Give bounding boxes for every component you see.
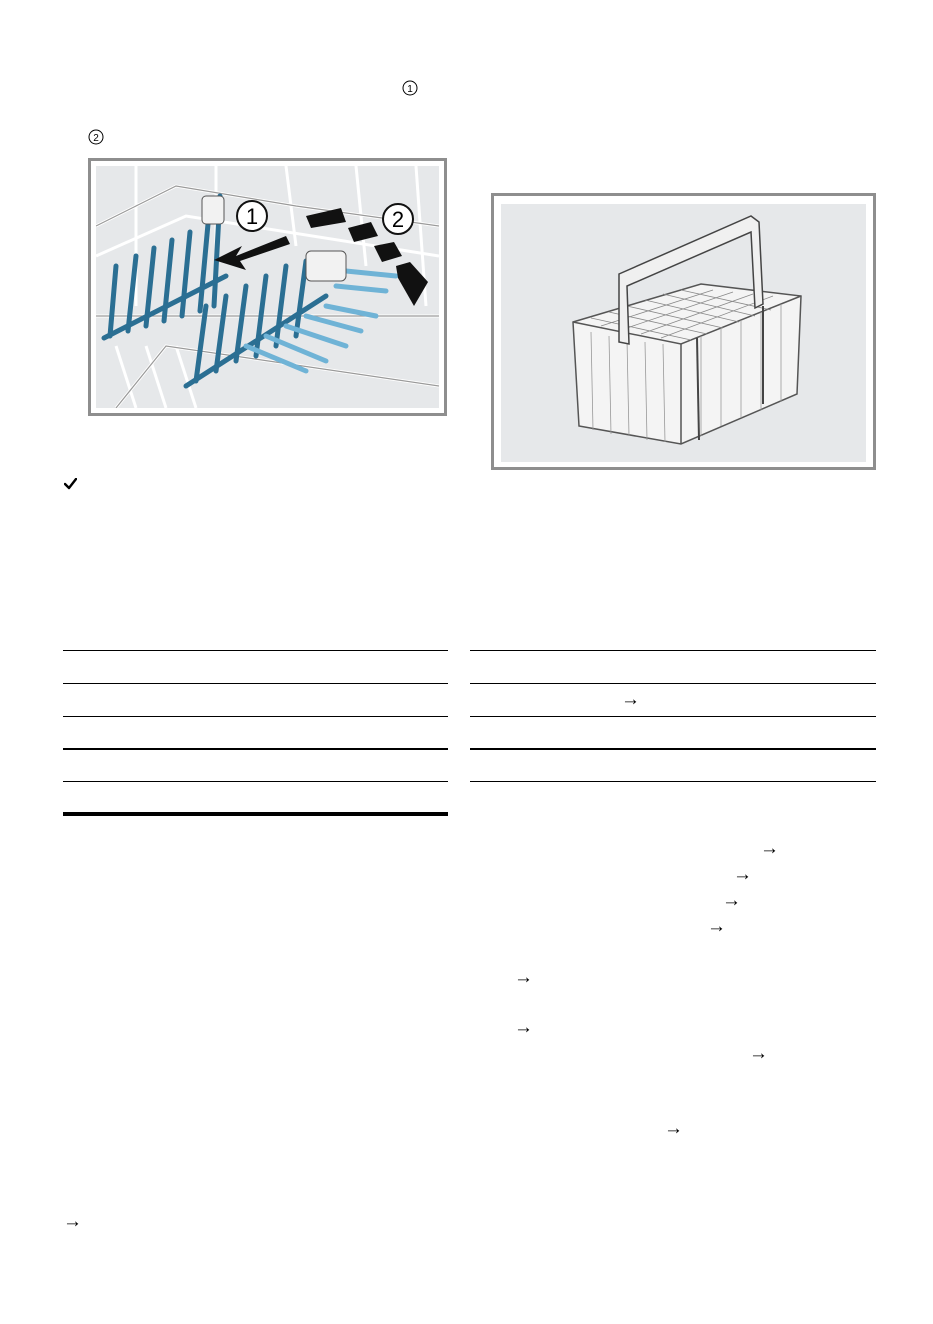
rack-figure-canvas (96, 166, 439, 408)
svg-text:2: 2 (391, 207, 405, 232)
table-rule-right-4 (470, 748, 876, 750)
cross-reference-arrow-icon: → (760, 838, 779, 859)
cross-reference-arrow-icon: → (514, 1017, 533, 1038)
dish-rack-illustration-icon (96, 166, 439, 408)
table-rule-right-5 (470, 781, 876, 782)
step-marker-2 (88, 129, 104, 145)
table-rule-right-3 (470, 716, 876, 717)
table-rule-left-2 (63, 683, 448, 684)
circled-number-1-icon (402, 80, 418, 96)
table-rule-right-2 (470, 683, 876, 684)
table-rule-left-5 (63, 781, 448, 782)
check-icon (64, 478, 77, 490)
cross-reference-arrow-icon: → (63, 1211, 82, 1232)
cross-reference-arrow-icon: → (664, 1118, 683, 1139)
table-rule-right-1 (470, 650, 876, 651)
rack-figure (88, 158, 447, 416)
circled-number-2-icon (88, 129, 104, 145)
cutlery-basket-figure (491, 193, 876, 470)
section-heading-rule (63, 812, 448, 816)
svg-text:2: 2 (93, 133, 99, 144)
cross-reference-arrow-icon: → (514, 967, 533, 988)
cross-reference-arrow-icon: → (722, 890, 741, 911)
cross-reference-arrow-icon: → (621, 689, 640, 710)
svg-text:1: 1 (245, 204, 259, 229)
cross-reference-arrow-icon: → (749, 1043, 768, 1064)
cross-reference-arrow-icon: → (707, 916, 726, 937)
rack-callout-1 (237, 201, 267, 231)
step-marker-1 (402, 80, 418, 96)
table-rule-left-3 (63, 716, 448, 717)
cross-reference-arrow-icon: → (733, 864, 752, 885)
svg-text:1: 1 (407, 84, 413, 95)
cutlery-basket-canvas (501, 204, 866, 462)
cutlery-basket-illustration-icon (501, 204, 866, 462)
table-rule-left-4 (63, 748, 448, 750)
table-rule-left-1 (63, 650, 448, 651)
rack-callout-2 (383, 204, 413, 234)
